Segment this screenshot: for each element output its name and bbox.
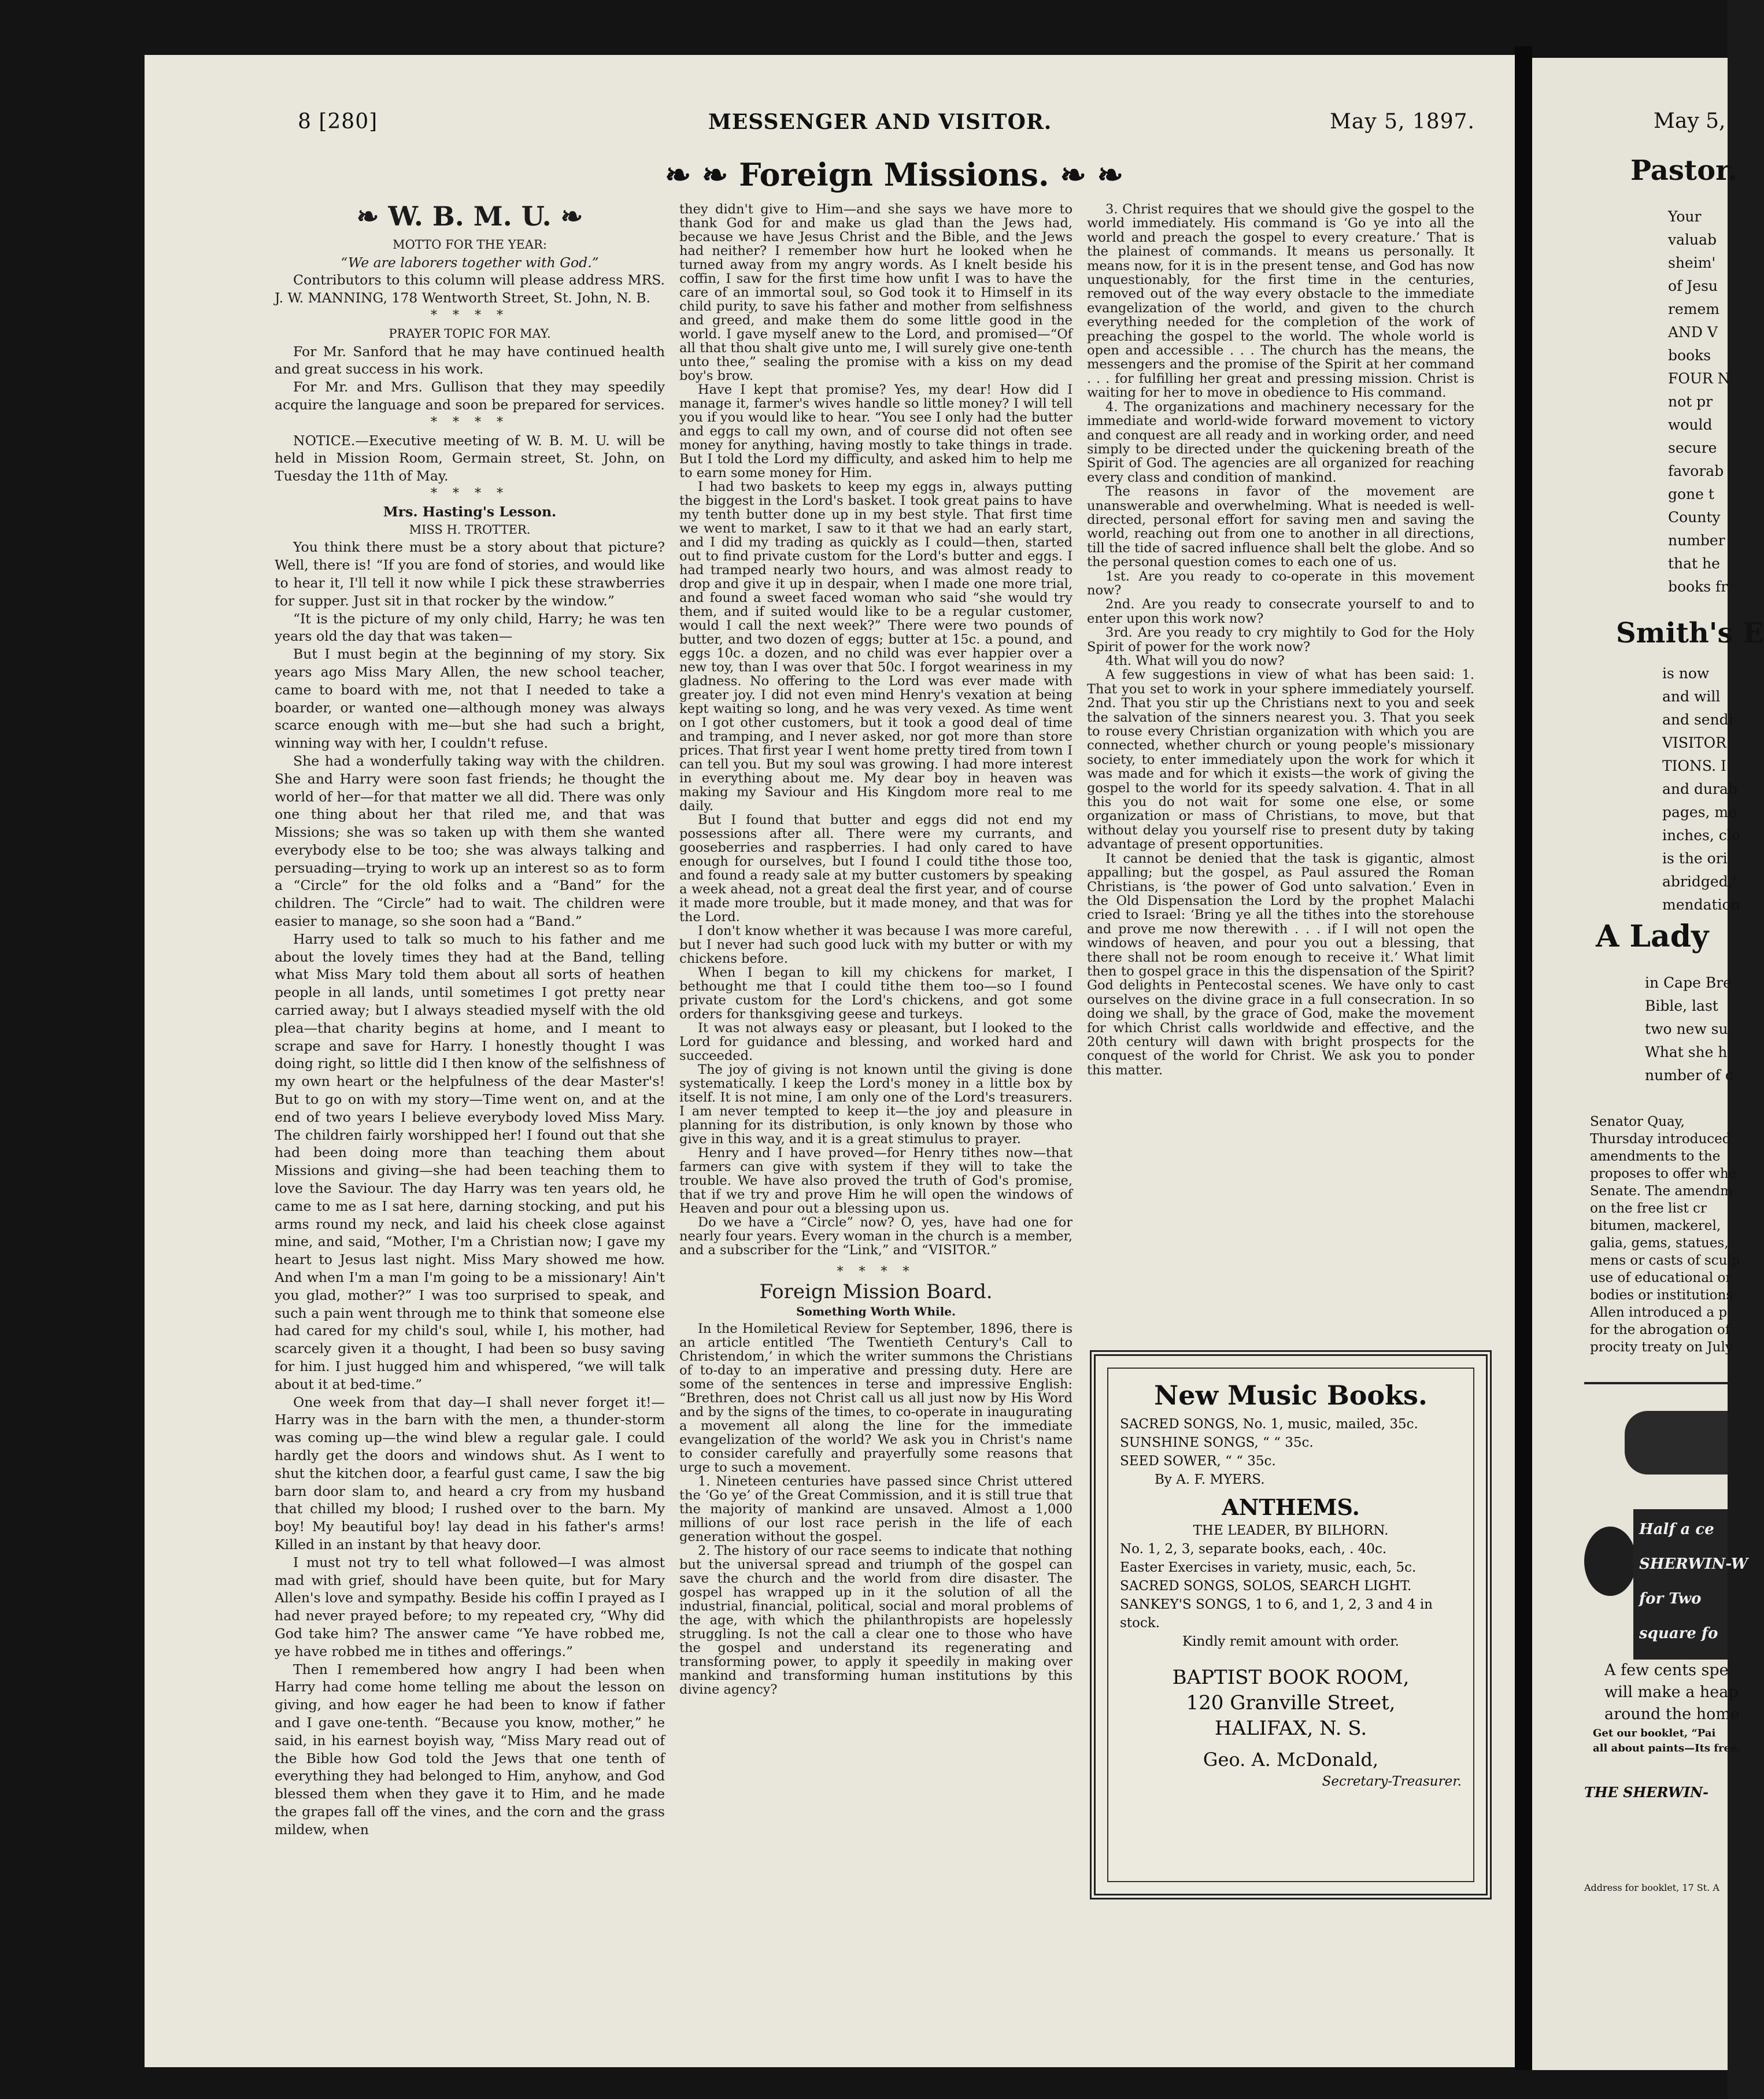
text-line: sheim' bbox=[1668, 254, 1716, 271]
text-line: Thursday introduced bbox=[1590, 1132, 1731, 1147]
paragraph: The reasons in favor of the movement are unanswerable and overwhelming. What is needed is well-directed, personal effort for saving men and saving the world, reaching out from one to another in all directions, till the tide of sacred influence shall belt the globe. And so the personal question comes to each one of us. bbox=[1087, 484, 1474, 570]
stars-divider: * * * * bbox=[431, 308, 509, 323]
prayer-topic-label: PRAYER TOPIC FOR MAY. bbox=[389, 326, 551, 341]
text-line: Get our booklet, “Pai bbox=[1593, 1727, 1716, 1739]
page-number: 8 [280] bbox=[298, 110, 378, 134]
text-line: for Two bbox=[1639, 1590, 1702, 1607]
ad-line: SANKEY'S SONGS, 1 to 6, and 1, 2, 3 and 4 in stock. bbox=[1120, 1597, 1433, 1631]
adjacent-ad-banner-text bbox=[1639, 1512, 1748, 1651]
text-line: number bbox=[1668, 532, 1725, 549]
ad-shop: HALIFAX, N. S. bbox=[1214, 1717, 1367, 1740]
paragraph: I had two baskets to keep my eggs in, always putting the biggest in the Lord's basket. I took great pains to have my tenth butter done up in my best style. That first time we went to market, I saw to it that we had an early start, and I did my trading as quickly as I could—then, started out to find private custom for the Lord's butter and eggs. I had tramped nearly two hours, and was almost ready to drop and give it up in despair, when I made one more trial, and found a sweet faced woman who said “she would try them, and if suited would like to be a regular customer, would I call the next week?” There were two pounds of butter, and two dozen of eggs; butter at 15c. a pound, and eggs 10c. a dozen, and no child was ever happier over a new toy, than I was over that 50c. I forgot weariness in my gladness. No offering to the Lord was ever made with greater joy. I did not even mind Henry's vexation at being kept waiting so long, and he was very vexed. As time went on I got other customers, but it took a good deal of time and tramping, and I never asked, nor got more than store prices. That first year I went home pretty tired from town I can tell you. But my soul was growing. I had more interest in everything about me. My dear boy in heaven was making my Saviour and His Kingdom more real to me daily. bbox=[679, 479, 1073, 814]
paragraph: It was not always easy or pleasant, but I looked to the Lord for guidance and blessing, and worked hard and succeeded. bbox=[679, 1021, 1073, 1063]
paragraph: A few suggestions in view of what has been said: 1. That you set to work in your sphere immediately yourself. 2nd. That you stir up the Christians next to you and seek the salvation of the sinners nearest you. 3. That you seek to rouse every Christian organization with which you are connected, whether church or young people's missionary society, to enter immediately upon the work for which it was made and for which it exists—the work of giving the gospel to the world for its speedy salvation. 4. That in all this you do not wait for some one else, or some organization or mass of Christians, to move, but that without delay you yourself rise to present duty by taking advantage of present opportunities. bbox=[1087, 667, 1474, 852]
text-line: books fr bbox=[1668, 578, 1728, 595]
text-line: not pr bbox=[1668, 393, 1713, 410]
text-line: of Jesu bbox=[1668, 278, 1718, 294]
ad-role: Secretary-Treasurer. bbox=[1322, 1774, 1462, 1789]
ad-line: SACRED SONGS, SOLOS, SEARCH LIGHT. bbox=[1120, 1579, 1412, 1594]
paragraph: When I began to kill my chickens for market, I bethought me that I could tithe them too—so I found private custom for the Lord's chickens, and got some orders for thanksgiving geese and turkeys. bbox=[679, 965, 1073, 1022]
text-line: Bible, last bbox=[1645, 997, 1718, 1014]
ornament-left: ❧ ❧ bbox=[665, 156, 739, 193]
paragraph: One week from that day—I shall never forget it!—Harry was in the barn with the men, a thunder-storm was coming up—the wind blew a regular gale. I could hardly get the doors and windows shut. As I went to shut the kitchen door, a fearful gust came, I saw the big barn door slam to, and heard a cry from my husband that chilled my blood; I rushed over to the barn. My boy! My beautiful boy! lay dead in his father's arms! Killed in an instant by that heavy door. bbox=[275, 1394, 665, 1553]
ad-line: Kindly remit amount with order. bbox=[1182, 1634, 1399, 1649]
prayer-item: For Mr. and Mrs. Gullison that they may speedily acquire the language and soon be prepared for services. bbox=[275, 379, 665, 413]
text-line: pages, me bbox=[1662, 804, 1737, 821]
board-title: Foreign Mission Board. bbox=[759, 1280, 993, 1303]
text-line: and sendi bbox=[1662, 711, 1733, 728]
music-books-ad bbox=[1090, 1350, 1492, 1900]
adjacent-text-block bbox=[1645, 971, 1733, 1087]
text-line: valuab bbox=[1668, 231, 1717, 248]
stars-divider: * * * * bbox=[431, 415, 509, 430]
paragraph: But I must begin at the beginning of my story. Six years ago Miss Mary Allen, the new school teacher, came to board with me, not that I needed to take a boarder, or wanted one—although money was always scarce enough with me—but she had such a bright, winning way with her, I couldn't refuse. bbox=[275, 646, 665, 752]
text-line: Half a ce bbox=[1639, 1521, 1714, 1538]
text-line: SHERWIN-W bbox=[1639, 1555, 1748, 1573]
ad-line: THE LEADER, BY BILHORN. bbox=[1193, 1523, 1389, 1538]
paragraph: 2nd. Are you ready to consecrate yourself to and to enter upon this work now? bbox=[1087, 597, 1474, 626]
paragraph: Then I remembered how angry I had been when Harry had come home telling me about the lesson on giving, and how eager he had been to know if father and I gave one-tenth. “Because you know, mother,” he said, in his earnest boyish way, “Miss Mary read out of the Bible how God told the Jews that one tenth of everything they had belonged to Him, anyhow, and God blessed them when they gave it to Him, and he made the grapes fall off the vines, and the corn and the grass mildew, when bbox=[275, 1661, 665, 1838]
column-3 bbox=[1087, 202, 1474, 1330]
ad-line: SUNSHINE SONGS, “ “ 35c. bbox=[1120, 1435, 1314, 1450]
text-line: A few cents spe bbox=[1604, 1661, 1729, 1679]
ad-shop: 120 Granville Street, bbox=[1186, 1691, 1396, 1714]
ad-name: Geo. A. McDonald, bbox=[1203, 1749, 1379, 1771]
text-line: is now bbox=[1662, 665, 1710, 682]
text-line: AND V bbox=[1668, 324, 1718, 341]
adjacent-heading: A Lady bbox=[1596, 919, 1709, 954]
text-line: Your bbox=[1668, 208, 1702, 225]
paragraph: 1. Nineteen centuries have passed since Christ uttered the ‘Go ye’ of the Great Commission, and it is still true that the majority of mankind are unsaved. Almost a 1,000 millions of our lost race perish in the life of each generation without the gospel. bbox=[679, 1474, 1073, 1544]
text-line: bitumen, mackerel, bbox=[1590, 1218, 1721, 1233]
text-line: number of c bbox=[1645, 1067, 1733, 1084]
text-line: proposes to offer whe bbox=[1590, 1166, 1737, 1181]
paragraph: In the Homiletical Review for September, 1896, there is an article entitled ‘The Twentieth Century's Call to Christendom,’ in which the writer summons the Christians of to-day to an imperative and pressing duty. Here are some of the sentences in terse and impressive English: “Brethren, does not Christ call us all just now by His Word and by the signs of the times, to co-operate in inaugurating a movement all along the line for the immediate evangelization of the world? We ask you in Christ's name to consider carefully and prayerfully some reasons that urge to such a movement. bbox=[679, 1321, 1073, 1475]
adjacent-title: Pastor. bbox=[1630, 154, 1737, 187]
column-1 bbox=[275, 201, 665, 1888]
text-line: inches, clo bbox=[1662, 827, 1740, 844]
text-line: will make a heap bbox=[1604, 1683, 1739, 1701]
paragraph: I must not try to tell what followed—I was almost mad with grief, should have been quite, but for Mary Allen's love and sympathy. Beside his coffin I prayed as I had never prayed before; to my repeated cry, “Why did God take him? The answer came “Ye have robbed me, ye have robbed me in tithes and offerings.” bbox=[275, 1554, 665, 1660]
ad-line: No. 1, 2, 3, separate books, each, . 40c. bbox=[1120, 1542, 1387, 1557]
text-line: around the home bbox=[1604, 1705, 1740, 1723]
notice: NOTICE.—Executive meeting of W. B. M. U. will be held in Mission Room, Germain street, St. John, on Tuesday the 11th of May. bbox=[275, 432, 665, 485]
text-line: books bbox=[1668, 347, 1711, 364]
sherwin-williams-logo bbox=[1584, 1527, 1636, 1596]
text-line: Senator Quay, bbox=[1590, 1114, 1685, 1129]
board-subtitle: Something Worth While. bbox=[796, 1305, 956, 1318]
motto: “We are laborers together with God.” bbox=[341, 254, 599, 271]
adjacent-date: May 5, bbox=[1654, 109, 1726, 133]
issue-date: May 5, 1897. bbox=[1330, 110, 1475, 134]
text-line: secure bbox=[1668, 439, 1717, 456]
paragraph: 1st. Are you ready to co-operate in this movement now? bbox=[1087, 568, 1474, 598]
stars-divider: * * * * bbox=[431, 486, 509, 501]
text-line: County bbox=[1668, 509, 1721, 526]
text-line: Senate. The amendm bbox=[1590, 1184, 1733, 1199]
adjacent-text-block bbox=[1590, 1113, 1740, 1356]
section-title bbox=[665, 156, 1123, 193]
adjacent-ad-address: Address for booklet, 17 St. A bbox=[1584, 1882, 1719, 1893]
ad-title: New Music Books. bbox=[1154, 1380, 1428, 1411]
paragraph: 2. The history of our race seems to indicate that nothing but the universal spread and triumph of the gospel can save the church and the world from dire disaster. The gospel has wrapped up in it the solution of all the industrial, financial, political, social and moral problems of the age, with which the philanthropists are hopelessly struggling. Is not the call a clear one to those who have the gospel and understand its regenerating and transforming power, to apply it speedily in making over mankind and transforming human institutions by this divine agency? bbox=[679, 1543, 1073, 1697]
paragraph: Harry used to talk so much to his father and me about the lovely times they had at the Band, telling what Miss Mary told them about all sorts of heathen people in all lands, until sometimes I got pretty near carried away; but I always steadied myself with the old plea—that charity begins at home, and I meant to scrape and save for Harry. I honestly thought I was doing right, so little did I then know of the selfishness of my own heart or the helpfulness of the dear Master's! But to go on with my story—Time went on, and at the end of two years I believe everybody loved Miss Mary. The children fairly worshipped her! I found out that she had been doing more than teaching them about Missions and giving—she had been teaching them to love the Saviour. The day Harry was ten years old, he came to me as I sat here, darning stocking, and put his arms round my neck, and laid his cheek close against mine, and said, “Mother, I'm a Christian now; I gave my heart to Jesus last night. Miss Mary showed me how. And when I'm a man I'm going to be a missionary! Ain't you glad, mother?” I was too surprised to speak, and such a pain went through me to think that someone else had cared for my child's soul, while I, his mother, had scarcely given it a thought, I had been so busy saving for him. I just hugged him and whispered, “we will talk about it at bed-time.” bbox=[275, 930, 665, 1392]
text-line: mendation bbox=[1662, 896, 1740, 913]
text-line: square fo bbox=[1639, 1625, 1718, 1642]
text-line: and will bbox=[1662, 688, 1721, 705]
adjacent-ad-brand: THE SHERWIN- bbox=[1584, 1784, 1708, 1801]
masthead: MESSENGER AND VISITOR. bbox=[708, 110, 1052, 134]
ad-shop: BAPTIST BOOK ROOM, bbox=[1172, 1666, 1410, 1689]
paragraph: 3rd. Are you ready to cry mightily to God for the Holy Spirit of power for the work now? bbox=[1087, 625, 1474, 655]
paragraph: It cannot be denied that the task is gigantic, almost appalling; but the gospel, as Paul assured the Roman Christians, is ‘the power of God unto salvation.’ Even in the Old Dispensation the Lord by the prophet Malachi cried to Israel: ‘Bring ye all the tithes into the storehouse and prove me now therewith . . . if I will not open the windows of heaven, and pour you out a blessing, that there shall not be room enough to receive it.’ What limit then to gospel grace in this the dispensation of the Spirit? God delights in Pentecostal scenes. We have only to cast ourselves on the divine grace in a full consecration. In so doing we shall, by the grace of God, make the movement for which Christ calls worldwide and effective, and the 20th century will dawn with bright prospects for the conquest of the world for Christ. We ask you to ponder this matter. bbox=[1087, 851, 1474, 1078]
text-line: galia, gems, statues, bbox=[1590, 1236, 1729, 1251]
text-line: TIONS. I bbox=[1662, 757, 1726, 774]
wbmu-title-text: W. B. M. U. bbox=[388, 201, 552, 232]
text-line: use of educational or bbox=[1590, 1270, 1732, 1285]
text-line: on the free list cr bbox=[1590, 1201, 1707, 1216]
paint-ad-illustration bbox=[1625, 1411, 1728, 1475]
motto-label: MOTTO FOR THE YEAR: bbox=[393, 237, 547, 252]
story-author: MISS H. TROTTER. bbox=[409, 522, 531, 537]
address-note: Contributors to this column will please address MRS. J. W. MANNING, 178 Wentworth Street, St. John, N. B. bbox=[275, 272, 665, 306]
paragraph: Do we have a “Circle” now? O, yes, have had one for nearly four years. Every woman in the church is a member, and a subscriber for the “Link,” and “VISITOR.” bbox=[679, 1215, 1073, 1258]
paragraph: Have I kept that promise? Yes, my dear! How did I manage it, farmer's wives handle so little money? I will tell you if you would like to hear. “You see I only had the butter and eggs to call my own, and of course did not often see money for anything, having mostly to take things in trade. But I told the Lord my difficulty, and asked him to help me to earn some money for Him. bbox=[679, 382, 1073, 481]
ad-line: SEED SOWER, “ “ 35c. bbox=[1120, 1454, 1276, 1469]
text-line: is the ori bbox=[1662, 850, 1728, 867]
adjacent-text-block bbox=[1662, 662, 1740, 917]
text-line: in Cape Bre bbox=[1645, 974, 1732, 991]
text-line: abridged,' bbox=[1662, 873, 1737, 890]
column-2 bbox=[679, 202, 1073, 1891]
text-line: remem bbox=[1668, 301, 1719, 317]
paragraph: 4. The organizations and machinery necessary for the immediate and world-wide forward movement to victory and conquest are all ready and in working order, and need simply to be directed under the quickening breath of the Spirit of God. The agencies are all organized for reaching every class and condition of mankind. bbox=[1087, 399, 1474, 485]
page-gutter bbox=[1515, 46, 1532, 2070]
text-line: What she h bbox=[1645, 1044, 1728, 1060]
paragraph: Henry and I have proved—for Henry tithes now—that farmers can give with system if they will to take the trouble. We have also proved the truth of God's promise, that if we try and prove Him he will open the windows of Heaven and pour out a blessing upon us. bbox=[679, 1145, 1073, 1216]
paragraph: You think there must be a story about that picture? Well, there is! “If you are fond of stories, and would like to hear it, I'll tell it now while I pick these strawberries for supper. Just sit in that rocker by the window.” bbox=[275, 539, 665, 609]
ad-line: SACRED SONGS, No. 1, music, mailed, 35c. bbox=[1120, 1417, 1418, 1432]
ad-line: By A. F. MYERS. bbox=[1155, 1472, 1265, 1487]
adjacent-ad-text bbox=[1604, 1660, 1740, 1725]
text-line: that he bbox=[1668, 555, 1720, 572]
text-line: bodies or institutions bbox=[1590, 1288, 1733, 1303]
adjacent-ad-text bbox=[1593, 1726, 1741, 1756]
paragraph: they didn't give to Him—and she says we have more to thank God for and make us glad than the Jews had, because we have Jesus Christ and the Bible, and the Jews had neither? I remember how hurt he looked when he turned away from my angry words. As I knelt beside his coffin, I saw for the first time how unfit I was to have the care of an immortal soul, so God took it to Himself in its child purity, to save his father and mother from selfishness and greed, and make them do some little good in the world. I gave myself anew to the Lord, and promised—“Of all that thou shalt give unto me, I will surely give one-tenth unto thee,” sealing the promise with a kiss on my dead boy's brow. bbox=[679, 202, 1073, 383]
paragraph: “It is the picture of my only child, Harry; he was ten years old the day that was taken— bbox=[275, 610, 665, 645]
adjacent-heading: Smith's E bbox=[1616, 617, 1764, 649]
text-line: all about paints—Its free. bbox=[1593, 1742, 1741, 1754]
wbmu-title: ❧ W. B. M. U. ❧ bbox=[356, 201, 583, 232]
text-line: favorab bbox=[1668, 463, 1724, 479]
ornament-right: ❧ ❧ bbox=[1049, 156, 1123, 193]
text-line: VISITOR bbox=[1662, 734, 1726, 751]
text-line: two new su bbox=[1645, 1021, 1728, 1037]
stars-divider: * * * * bbox=[837, 1265, 915, 1279]
text-line: would bbox=[1668, 416, 1713, 433]
text-line: procity treaty on July bbox=[1590, 1340, 1733, 1355]
paragraph: The joy of giving is not known until the giving is done systematically. I keep the Lord's money in a little box by itself. It is not mine, I am only one of the Lord's treasurers. I am never tempted to keep it—the joy and pleasure in planning for its distribution, is only known by those who give in this way, and it is a great stimulus to prayer. bbox=[679, 1062, 1073, 1147]
paragraph: She had a wonderfully taking way with the children. She and Harry were soon fast friends; he thought the world of her—for that matter we all did. There was only one thing about her that riled me, and that was Missions; she was so taken up with them she wanted everybody else to be too; she was always talking and persuading—trying to work up an interest so as to form a “Circle” for the old folks and a “Band” for the children. The “Circle” had to wait. The children were easier to manage, so she soon had a “Band.” bbox=[275, 752, 665, 930]
text-line: FOUR N bbox=[1668, 370, 1730, 387]
ad-line: Easter Exercises in variety, music, each, 5c. bbox=[1120, 1560, 1417, 1575]
text-line: gone t bbox=[1668, 486, 1714, 502]
paragraph: 3. Christ requires that we should give the gospel to the world immediately. His command is ‘Go ye into all the world and preach the gospel to every creature.’ That is the plainest of commands. It means us personally. It means now, for it is in the present tense, and God has now unquestionably, for the first time in the centuries, removed out of the way every obstacle to the immediate evangelization of the world, and given to the church everything needed for the completion of the work of preaching the gospel to the world. The whole world is open and accessible . . . The church has the means, the messengers and the promise of the Spirit at her command . . . for fulfilling her great and pressing mission. Christ is waiting for her to move in obedience to His command. bbox=[1087, 202, 1474, 401]
ad-inner bbox=[1107, 1368, 1474, 1882]
paragraph: 4th. What will you do now? bbox=[1105, 653, 1285, 668]
prayer-item: For Mr. Sanford that he may have continued health and great success in his work. bbox=[275, 343, 665, 378]
text-line: amendments to the bbox=[1590, 1149, 1721, 1164]
text-line: mens or casts of sculp bbox=[1590, 1253, 1740, 1268]
section-title-text: Foreign Missions. bbox=[739, 156, 1049, 193]
ad-anthems: ANTHEMS. bbox=[1222, 1494, 1360, 1520]
text-line: and durab bbox=[1662, 781, 1737, 797]
story-title: Mrs. Hasting's Lesson. bbox=[383, 503, 557, 520]
text-line: for the abrogation of bbox=[1590, 1322, 1730, 1337]
adjacent-text-block bbox=[1668, 205, 1730, 598]
divider-rule bbox=[1584, 1382, 1728, 1384]
paragraph: But I found that butter and eggs did not end my possessions after all. There were my currants, and gooseberries and raspberries. I had only cared to have enough for ourselves, but I found I could tithe those too, and found a ready sale at my butter customers by speaking a week ahead, not a great deal the first year, and of course it made more trouble, but it made money, and that was for the Lord. bbox=[679, 812, 1073, 925]
paragraph: I don't know whether it was because I was more careful, but I never had such good luck with my butter or with my chickens before. bbox=[679, 923, 1073, 966]
text-line: Allen introduced a p bbox=[1590, 1305, 1728, 1320]
